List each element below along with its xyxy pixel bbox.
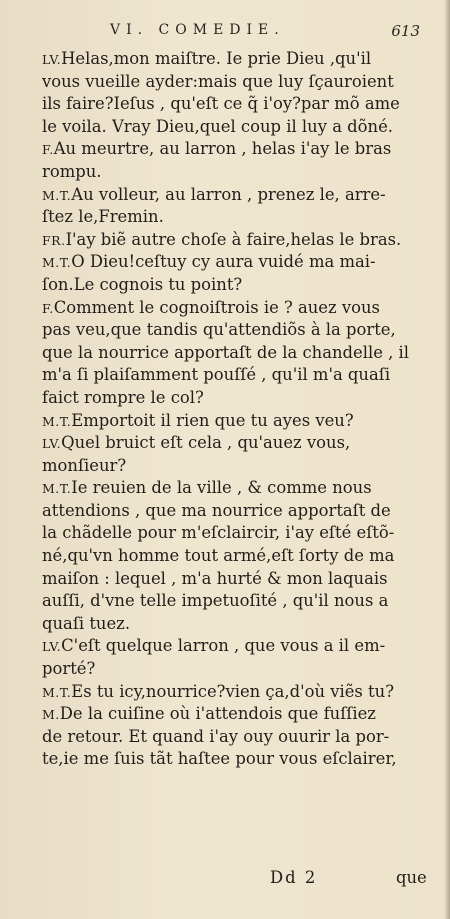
page-text <box>42 48 432 771</box>
line-text: ſtez le,Fremin. <box>42 207 164 227</box>
page-number: 613 <box>391 22 420 40</box>
signature-mark: Dd 2 <box>270 868 318 887</box>
speaker-label: M.T. <box>42 255 72 271</box>
line-text: de retour. Et quand i'ay ouy ouurir la por- <box>42 726 390 746</box>
line-text: maiſon : lequel , m'a hurté & mon laquais <box>42 568 388 588</box>
text-line <box>42 71 432 94</box>
text-line <box>42 726 432 749</box>
line-text: Comment le cognoiſtrois ie ? auez vous <box>53 297 380 317</box>
text-line <box>42 703 432 726</box>
line-text: De la cuiſine où i'attendois que fuſſiez <box>59 704 376 724</box>
page-header <box>110 22 420 42</box>
speaker-label: LV. <box>42 52 62 67</box>
text-line <box>42 319 432 342</box>
speaker-label: M.T. <box>42 684 72 700</box>
line-text: porté? <box>42 659 96 679</box>
text-line <box>42 500 432 523</box>
line-text: né,qu'vn homme tout armé,eſt ſorty de ma <box>42 546 395 566</box>
text-line <box>42 229 432 252</box>
line-text: ils faire?Ieſus , qu'eſt ce q̃ i'oy?par mõ ame <box>42 94 400 114</box>
text-line <box>42 568 432 591</box>
line-text: ſon.Le cognois tu point? <box>42 274 243 294</box>
text-line <box>42 93 432 116</box>
text-line <box>42 590 432 613</box>
text-line <box>42 410 432 433</box>
line-text: attendions , que ma nourrice apportaſt de <box>42 500 391 520</box>
line-text: la chãdelle pour m'eſclaircir, i'ay eſté eſtõ- <box>42 523 395 543</box>
text-line <box>42 432 432 455</box>
text-line <box>42 522 432 545</box>
text-line <box>42 184 432 207</box>
text-line <box>42 613 432 636</box>
line-text: vous vueille ayder:mais que luy ſçauroient <box>42 71 394 91</box>
text-line <box>42 658 432 681</box>
text-line <box>42 138 432 161</box>
line-text: m'a ſi plaiſamment pouſſé , qu'il m'a quaſi <box>42 365 391 385</box>
running-head: VI. COMEDIE. <box>110 22 285 38</box>
text-line <box>42 545 432 568</box>
text-line <box>42 161 432 184</box>
line-text: Es tu icy,nourrice?vien ça,d'où viẽs tu? <box>71 681 394 701</box>
speaker-label: M.T. <box>42 481 72 497</box>
line-text: Au meurtre, au larron , helas i'ay le bras <box>53 139 392 159</box>
speaker-label: LV. <box>42 436 62 452</box>
line-text: Ie reuien de la ville , & comme nous <box>71 478 372 498</box>
line-text: faict rompre le col? <box>42 387 204 407</box>
text-line <box>42 251 432 274</box>
text-line <box>42 387 432 410</box>
text-line <box>42 364 432 387</box>
text-line <box>42 477 432 500</box>
speaker-label: F. <box>42 142 54 158</box>
line-text: O Dieu!ceſtuy cy aura vuidé ma mai- <box>71 252 376 272</box>
line-text: que la nourrice apportaſt de la chandelle , il <box>42 342 410 362</box>
text-line <box>42 455 432 478</box>
speaker-label: M. <box>42 707 60 723</box>
text-line <box>42 206 432 229</box>
line-text: auſſi, d'vne telle impetuoſité , qu'il nous a <box>42 591 389 611</box>
line-text: te,ie me ſuis tãt haſtee pour vous eſclairer, <box>42 749 397 769</box>
text-line <box>42 635 432 658</box>
text-line <box>42 297 432 320</box>
line-text: le voila. Vray Dieu,quel coup il luy a dõné. <box>42 116 393 136</box>
line-text: I'ay biẽ autre choſe à faire,helas le bras. <box>65 229 402 249</box>
text-line <box>42 748 432 771</box>
text-line <box>42 681 432 704</box>
speaker-label: FR. <box>42 232 66 248</box>
line-text: rompu. <box>42 161 102 181</box>
line-text: quaſi tuez. <box>42 613 131 633</box>
line-text: Quel bruict eſt cela , qu'auez vous, <box>61 433 351 453</box>
speaker-label: M.T. <box>42 187 72 203</box>
line-text: C'eſt quelque larron , que vous a il em- <box>61 636 386 656</box>
line-text: Helas,mon maiſtre. Ie prie Dieu ,qu'il <box>61 49 372 68</box>
speaker-label: F. <box>42 300 54 316</box>
speaker-label: LV. <box>42 639 62 655</box>
page-footer <box>0 868 450 892</box>
text-line <box>42 116 432 139</box>
text-line <box>42 342 432 365</box>
text-line <box>42 274 432 297</box>
catchword: que <box>396 868 427 887</box>
line-text: monſieur? <box>42 455 127 475</box>
text-line <box>42 48 432 71</box>
line-text: Au volleur, au larron , prenez le, arre- <box>71 184 386 204</box>
line-text: pas veu,que tandis qu'attendiõs à la porte, <box>42 320 396 340</box>
speaker-label: M.T. <box>42 413 72 429</box>
line-text: Emportoit il rien que tu ayes veu? <box>71 410 354 430</box>
